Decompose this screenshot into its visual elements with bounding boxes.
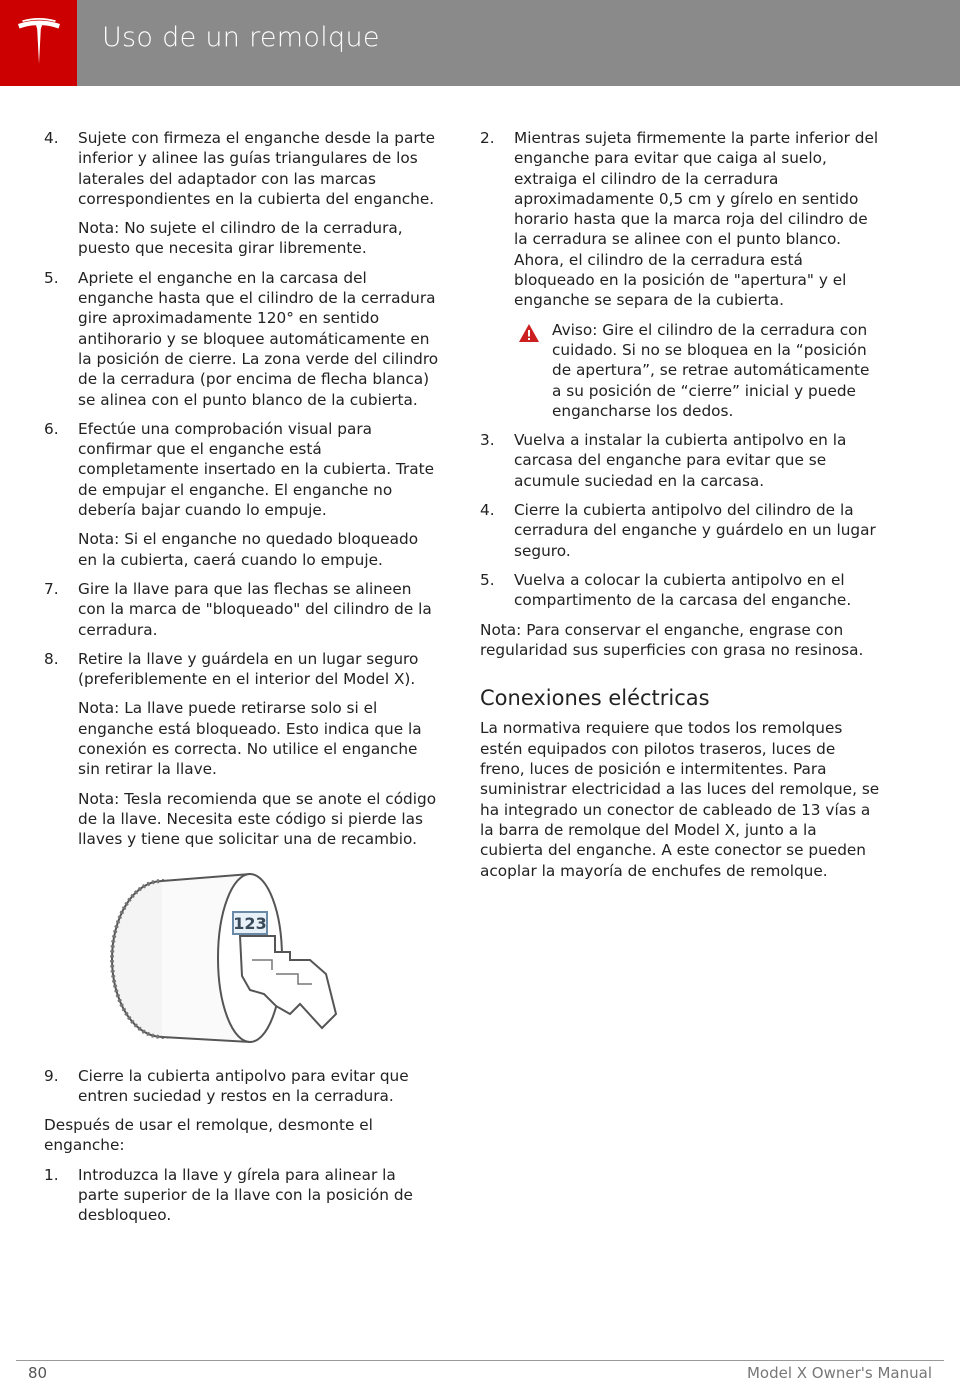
item-text: Retire la llave y guárdela en un lugar seguro (preferiblemente en el interior del Model X). [78,649,419,689]
item-number: 4. [480,501,495,520]
item-number: 9. [44,1066,59,1085]
section-heading: Conexiones eléctricas [480,686,710,711]
warning-icon [518,323,540,343]
item-text: Efectúe una comprobación visual para confirmar que el enganche está completamente insertado en la cubierta. Trate de empujar el enganche. El enganche no debería bajar cuando lo empuje. [78,419,435,520]
item-text: Mientras sujeta firmemente la parte inferior del enganche para evitar que caiga al suelo, extraiga el cilindro de la cerradura aproximadamente 0,5 cm y gírelo en sentido horario hasta que la marca roja del cilindro de la cerradura se alinee con el punto blanco. Ahora, el cilindro de la cerradura está bloqueado en la posición de "apertura" y el enganche se separa de la cubierta. [514,129,879,310]
item-number: 4. [44,129,59,147]
list-item [480,500,880,561]
item-number: 6. [44,419,59,438]
item-number: 5. [480,570,495,589]
list-item [44,128,439,209]
manual-title: Model X Owner's Manual [746,1364,932,1382]
warning-box [480,320,880,421]
list-item [44,268,439,410]
list-item [44,649,439,690]
item-text: Cierre la cubierta antipolvo del cilindro de la cerradura del enganche y guárdelo en un lugar seguro. [514,501,876,560]
page-header [0,0,960,86]
item-number: 7. [44,579,59,598]
note: Nota: Si el enganche no quedado bloqueado en la cubierta, caerá cuando lo empuje. [78,530,419,569]
item-text: Vuelva a instalar la cubierta antipolvo en la carcasa del enganche para evitar que se acumule suciedad en la carcasa. [514,431,847,490]
warning-text: Aviso: Gire el cilindro de la cerradura con cuidado. Si no se bloquea en la “posición de apertura”, se retrae automáticamente a su posición de “cierre” inicial y puede engancharse los dedos. [552,320,870,420]
left-column [44,128,439,1235]
item-number: 3. [480,431,495,450]
lock-cylinder-key-icon [100,864,350,1044]
list-item [44,579,439,640]
list-item [480,430,880,491]
item-number: 2. [480,129,495,147]
item-text: Introduzca la llave y gírela para alinear la parte superior de la llave con la posición de desbloqueo. [78,1165,413,1225]
list-item [44,419,439,520]
item-number: 8. [44,649,59,668]
key-code-label: 123 [233,913,267,933]
item-text: Apriete el enganche en la carcasa del enganche hasta que el cilindro de la cerradura gire aproximadamente 120° en sentido antihorario y se bloquee automáticamente en la posición de cierre. La zona verde del cilindro de la cerradura (por encima de flecha blanca) se alinea con el punto blanco de la cubierta. [78,268,439,409]
list-item [480,128,880,311]
paragraph: Después de usar el remolque, desmonte el enganche: [44,1116,373,1155]
note: Nota: Para conservar el enganche, engrase con regularidad sus superficies con grasa no resinosa. [480,620,864,659]
item-text: Sujete con firmeza el enganche desde la parte inferior y alinee las guías triangulares de los laterales del adaptador con las marcas correspondientes en la cubierta del enganche. [78,129,436,208]
tesla-t-icon [16,18,62,68]
footer-divider [16,1360,944,1361]
list-item [480,570,880,611]
note: Nota: No sujete el cilindro de la cerradura, puesto que necesita girar libremente. [78,219,403,258]
section-body: La normativa requiere que todos los remolques estén equipados con pilotos traseros, luces de freno, luces de posición e intermitentes. Para suministrar electricidad a las luces del remolque, se ha integrado un conector de cableado de 13 vías a la barra de remolque del Model X, junto a la cubierta del enganche. A este conector se pueden acoplar la mayoría de enchufes de remolque. [480,719,880,880]
note: Nota: La llave puede retirarse solo si el enganche está bloqueado. Esto indica que la conexión es correcta. No utilice el enganche sin retirar la llave. [78,699,422,779]
item-number: 5. [44,268,59,287]
list-item [44,1165,439,1226]
item-number: 1. [44,1165,59,1184]
item-text: Gire la llave para que las flechas se alineen con la marca de "bloqueado" del cilindro de la cerradura. [78,579,432,639]
item-text: Vuelva a colocar la cubierta antipolvo en el compartimento de la carcasa del enganche. [514,570,852,610]
item-text: Cierre la cubierta antipolvo para evitar que entren suciedad y restos en la cerradura. [78,1066,409,1105]
tesla-logo [0,0,77,86]
list-item [44,1066,439,1107]
note: Nota: Tesla recomienda que se anote el código de la llave. Necesita este código si pierde las llaves y tiene que solicitar una de recambio. [78,789,437,849]
key-code-illustration [100,864,350,1044]
page-number: 80 [28,1364,48,1382]
page-title: Uso de un remolque [102,22,380,53]
right-column [480,128,880,890]
